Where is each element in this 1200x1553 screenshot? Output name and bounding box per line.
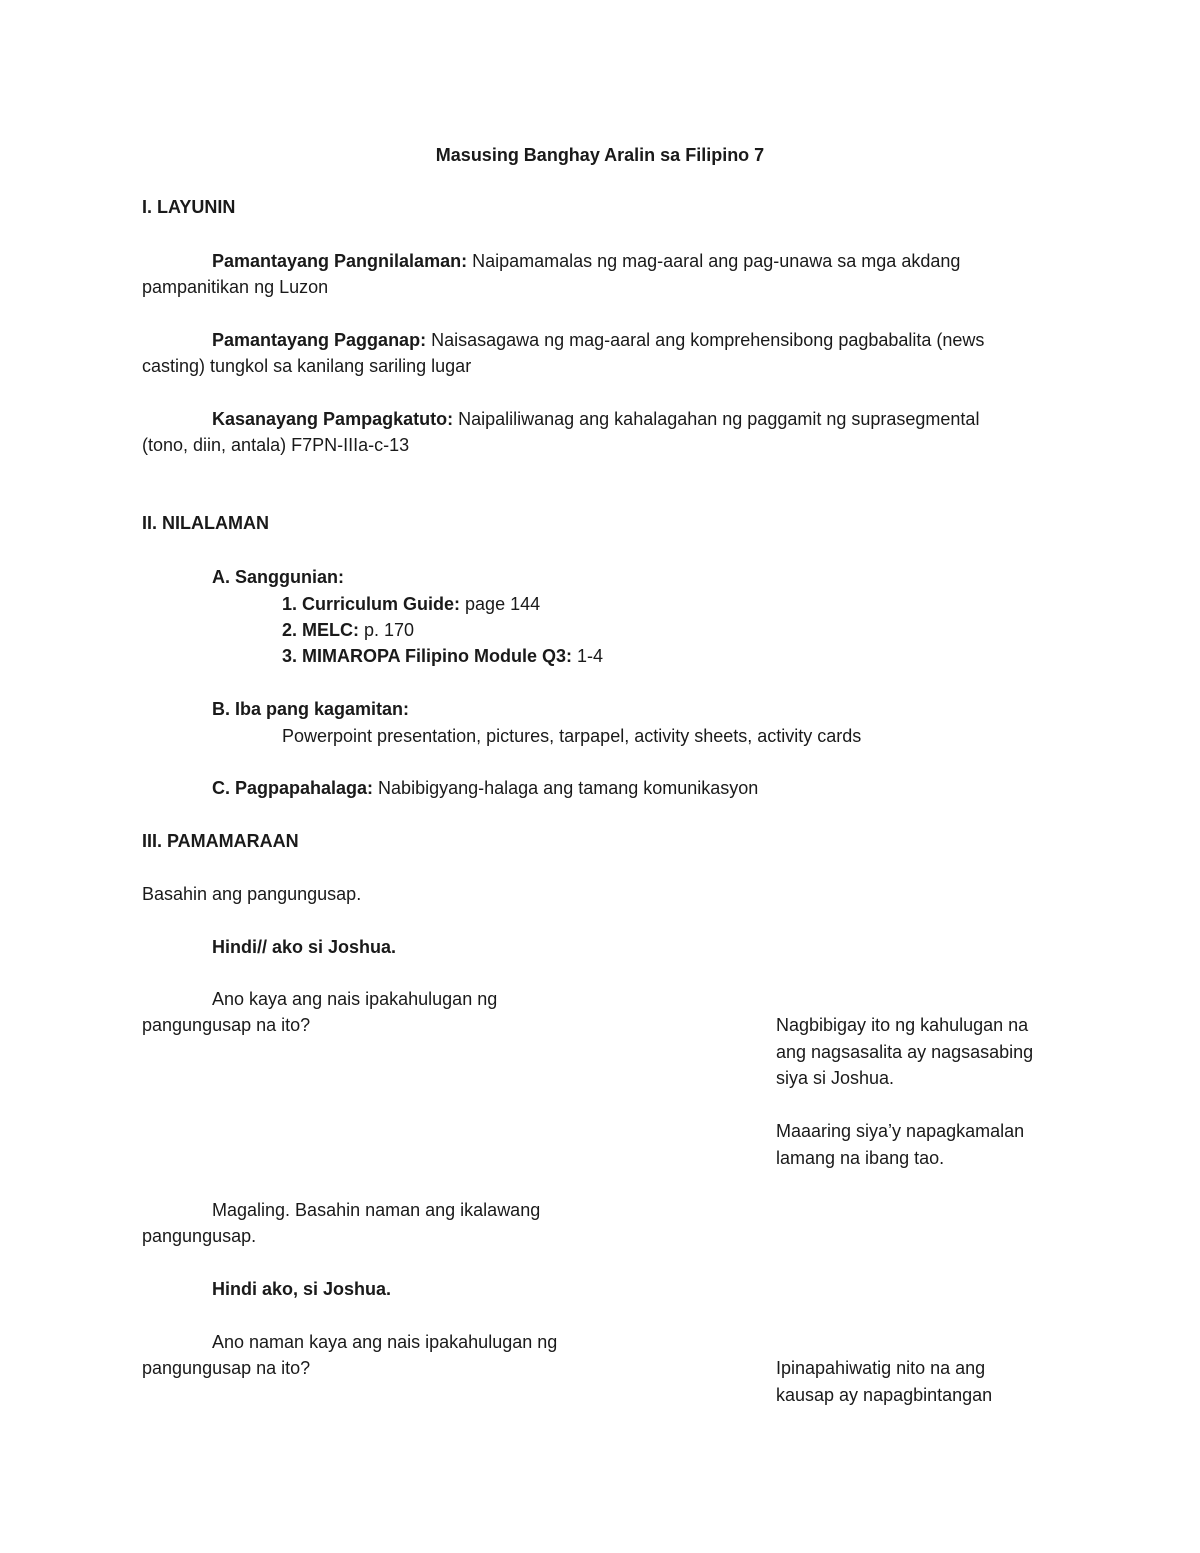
sanggunian-label: A. Sanggunian: [212, 567, 344, 587]
sentence-one: Hindi// ako si Joshua. [212, 937, 397, 957]
pangnilalaman-line1 [212, 250, 960, 272]
sentence-two: Hindi ako, si Joshua. [212, 1279, 392, 1299]
reference-label: 1. Curriculum Guide: [282, 594, 461, 614]
section-pamamaraan-heading: III. PAMAMARAAN [142, 831, 299, 851]
question-two-line1: Ano naman kaya ang nais ipakahulugan ng [212, 1332, 558, 1352]
kagamitan-label: B. Iba pang kagamitan: [212, 699, 410, 719]
question-one-line1: Ano kaya ang nais ipakahulugan ng [212, 989, 498, 1009]
section-layunin-heading: I. LAYUNIN [142, 197, 236, 217]
answer-one-line: ang nagsasalita ay nagsasabing [776, 1042, 1034, 1062]
pagganap-text: Naisasagawa ng mag-aaral ang komprehensibong pagbabalita (news [426, 330, 985, 350]
pagganap-line1 [212, 329, 984, 351]
document-title: Masusing Banghay Aralin sa Filipino 7 [435, 145, 765, 165]
reference-value: page 144 [460, 594, 541, 614]
intro-text: Basahin ang pangungusap. [142, 884, 362, 904]
question-one-line2: pangungusap na ito? [142, 1015, 311, 1035]
pagganap-label: Pamantayang Pagganap: [212, 330, 427, 350]
reference-item [282, 645, 603, 667]
pagpapahalaga-label: C. Pagpapahalaga: [212, 778, 374, 798]
reference-item [282, 619, 414, 641]
reference-item [282, 593, 540, 615]
reference-label: 2. MELC: [282, 620, 360, 640]
reference-value: 1-4 [572, 646, 604, 666]
kasanayan-line1 [212, 408, 979, 430]
praise-line1: Magaling. Basahin naman ang ikalawang [212, 1200, 541, 1220]
reference-label: 3. MIMAROPA Filipino Module Q3: [282, 646, 572, 666]
pangnilalaman-text: Naipamamalas ng mag-aaral ang pag-unawa sa mga akdang [467, 251, 961, 271]
answer-two-line: Ipinapahiwatig nito na ang [776, 1358, 986, 1378]
praise-line2: pangungusap. [142, 1226, 257, 1246]
answer-one-b-line: Maaaring siya’y napagkamalan [776, 1121, 1025, 1141]
kasanayan-line2: (tono, diin, antala) F7PN-IIIa-c-13 [142, 435, 410, 455]
kagamitan-value: Powerpoint presentation, pictures, tarpapel, activity sheets, activity cards [282, 726, 862, 746]
answer-two-line: kausap ay napagbintangan [776, 1385, 993, 1405]
pagganap-line2: casting) tungkol sa kanilang sariling lugar [142, 356, 472, 376]
answer-one-b-line: lamang na ibang tao. [776, 1148, 945, 1168]
pangnilalaman-label: Pamantayang Pangnilalaman: [212, 251, 468, 271]
reference-value: p. 170 [359, 620, 415, 640]
kasanayan-label: Kasanayang Pampagkatuto: [212, 409, 454, 429]
pagpapahalaga-text: Nabibigyang-halaga ang tamang komunikasyon [373, 778, 759, 798]
answer-one-line: siya si Joshua. [776, 1068, 895, 1088]
pangnilalaman-line2: pampanitikan ng Luzon [142, 277, 329, 297]
section-nilalaman-heading: II. NILALAMAN [142, 513, 269, 533]
answer-one-line: Nagbibigay ito ng kahulugan na [776, 1015, 1029, 1035]
kasanayan-text: Naipaliliwanag ang kahalagahan ng paggamit ng suprasegmental [453, 409, 980, 429]
question-two-line2: pangungusap na ito? [142, 1358, 311, 1378]
pagpapahalaga-line [212, 777, 758, 799]
